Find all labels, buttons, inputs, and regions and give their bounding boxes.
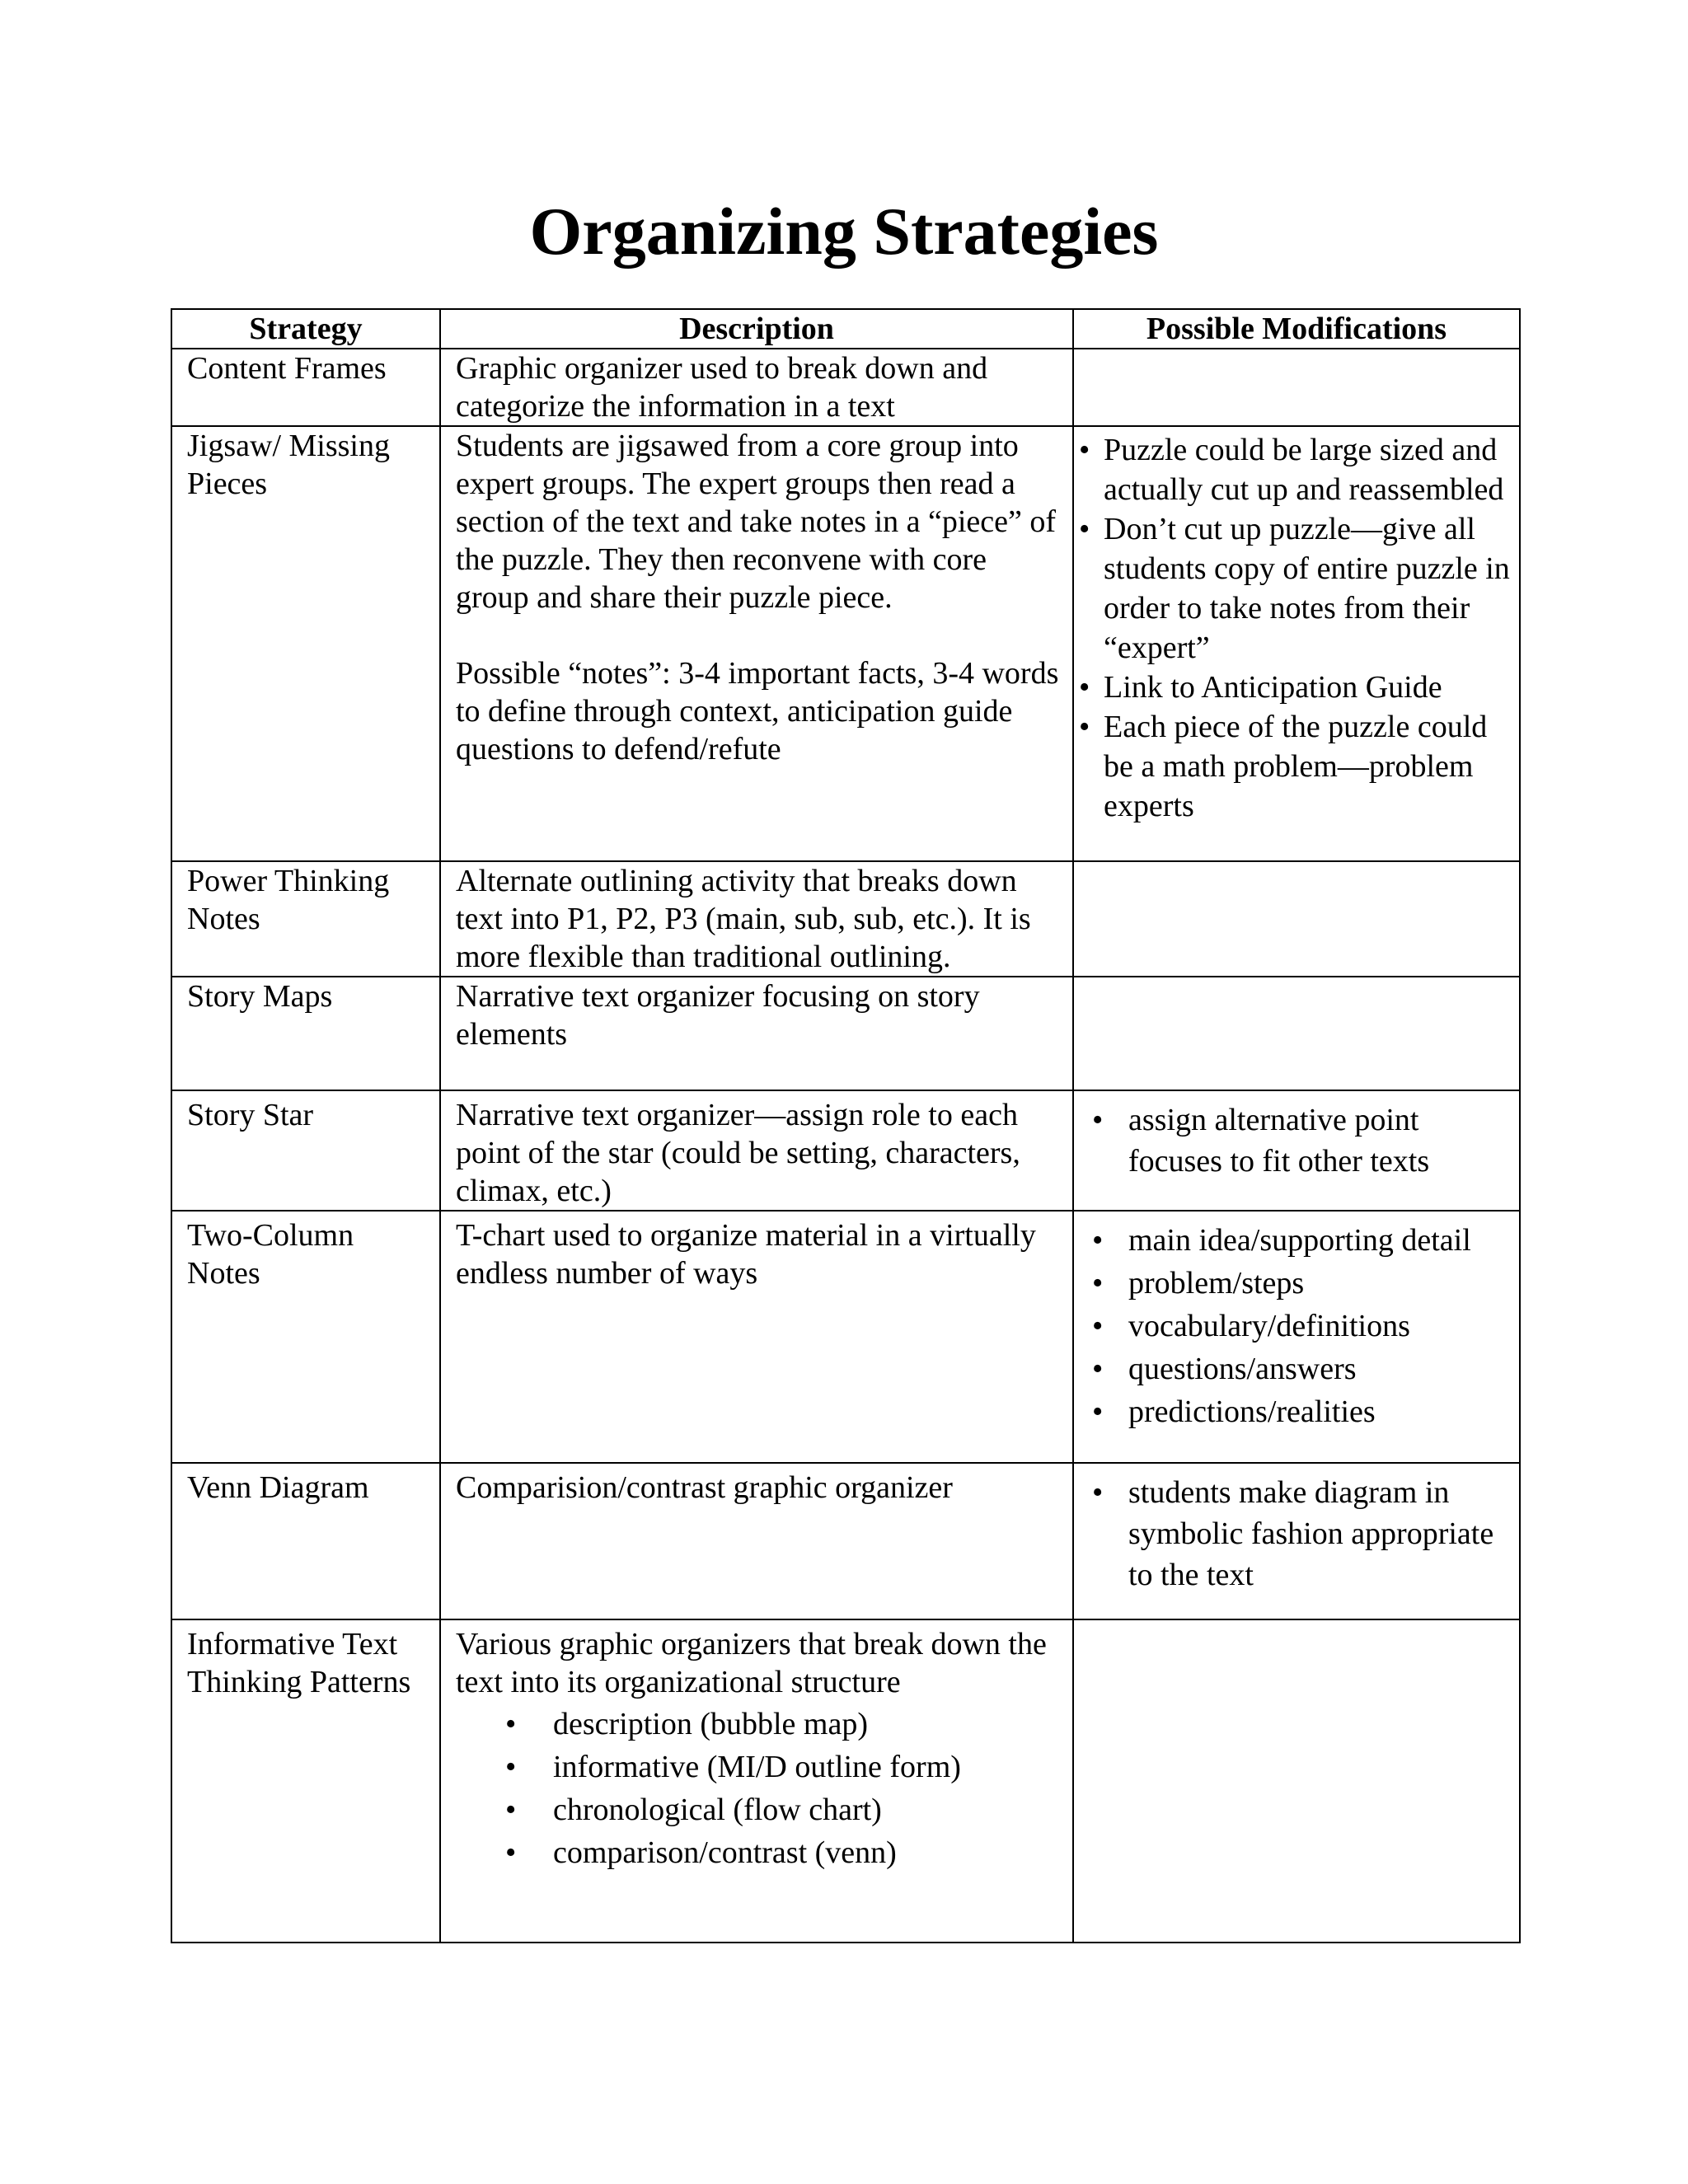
description-paragraph: Students are jigsawed from a core group into expert groups. The expert groups then read a section of the text and take notes in a “piece” of the puzzle. They then reconvene with core group and share their puzzle piece. bbox=[456, 429, 1057, 615]
table-row bbox=[171, 349, 1520, 426]
list-item: • Link to Anticipation Guide bbox=[1077, 668, 1514, 707]
strategy-cell: Content Frames bbox=[171, 349, 440, 426]
modifications-cell bbox=[1073, 1619, 1520, 1943]
description-cell: T-chart used to organize material in a virtually endless number of ways bbox=[440, 1211, 1073, 1463]
modifications-cell bbox=[1073, 426, 1520, 861]
list-item: • Puzzle could be large sized and actually cut up and reassembled bbox=[1077, 430, 1514, 509]
bullet-icon: • bbox=[1092, 1266, 1104, 1301]
modifications-list bbox=[1077, 427, 1514, 826]
table-row bbox=[171, 1090, 1520, 1211]
list-item: • Don’t cut up puzzle—give all students copy of entire puzzle in order to take notes from their “expert” bbox=[1077, 509, 1514, 668]
patterns-list bbox=[456, 1701, 1061, 1874]
modifications-cell bbox=[1073, 1211, 1520, 1463]
table-row bbox=[171, 1619, 1520, 1943]
bullet-icon: • bbox=[1092, 1103, 1104, 1137]
list-item: • Each piece of the puzzle could be a math problem—problem experts bbox=[1077, 707, 1514, 826]
bullet-icon: • bbox=[1092, 1223, 1104, 1258]
strategy-cell: Venn Diagram bbox=[171, 1463, 440, 1619]
modifications-list bbox=[1077, 1096, 1507, 1182]
list-item: • chronological (flow chart) bbox=[456, 1788, 1061, 1831]
description-cell bbox=[440, 426, 1073, 861]
table-row bbox=[171, 861, 1520, 977]
bullet-icon: • bbox=[505, 1793, 517, 1827]
bullet-icon: • bbox=[1092, 1352, 1104, 1386]
strategy-cell: Jigsaw/ Missing Pieces bbox=[171, 426, 440, 861]
table-row bbox=[171, 1463, 1520, 1619]
description-cell: Alternate outlining activity that breaks down text into P1, P2, P3 (main, sub, sub, etc.). It is more flexible than traditional outlining. bbox=[440, 861, 1073, 977]
bullet-icon: • bbox=[505, 1707, 517, 1741]
description-cell: Graphic organizer used to break down and categorize the information in a text bbox=[440, 349, 1073, 426]
strategy-cell: Informative Text Thinking Patterns bbox=[171, 1619, 440, 1943]
description-cell bbox=[440, 1619, 1073, 1943]
strategies-table bbox=[171, 308, 1521, 1943]
list-item: • assign alternative point focuses to fit other texts bbox=[1077, 1099, 1507, 1182]
description-cell: Narrative text organizer focusing on story elements bbox=[440, 977, 1073, 1090]
list-item: • problem/steps bbox=[1077, 1263, 1507, 1304]
list-item: • vocabulary/definitions bbox=[1077, 1305, 1507, 1347]
list-item: • description (bubble map) bbox=[456, 1703, 1061, 1746]
bullet-icon: • bbox=[1079, 670, 1090, 705]
bullet-icon: • bbox=[1079, 710, 1090, 744]
list-item: • informative (MI/D outline form) bbox=[456, 1746, 1061, 1788]
modifications-cell bbox=[1073, 861, 1520, 977]
header-modifications: Possible Modifications bbox=[1073, 309, 1520, 349]
bullet-icon: • bbox=[1092, 1394, 1104, 1429]
bullet-icon: • bbox=[505, 1835, 517, 1870]
page-title: Organizing Strategies bbox=[529, 194, 1159, 269]
bullet-icon: • bbox=[1079, 512, 1090, 546]
list-item: • students make diagram in symbolic fashion appropriate to the text bbox=[1077, 1472, 1507, 1596]
list-item: • questions/answers bbox=[1077, 1348, 1507, 1390]
modifications-list bbox=[1077, 1469, 1507, 1596]
list-item: • predictions/realities bbox=[1077, 1391, 1507, 1432]
table-row bbox=[171, 426, 1520, 861]
header-strategy: Strategy bbox=[171, 309, 440, 349]
strategy-cell: Story Star bbox=[171, 1090, 440, 1211]
table-row bbox=[171, 977, 1520, 1090]
bullet-icon: • bbox=[1079, 433, 1090, 467]
table-header-row bbox=[171, 309, 1520, 349]
description-cell: Narrative text organizer—assign role to each point of the star (could be setting, characters, climax, etc.) bbox=[440, 1090, 1073, 1211]
bullet-icon: • bbox=[505, 1750, 517, 1784]
strategy-cell: Power Thinking Notes bbox=[171, 861, 440, 977]
bullet-icon: • bbox=[1092, 1309, 1104, 1343]
list-item: • main idea/supporting detail bbox=[1077, 1220, 1507, 1261]
modifications-list bbox=[1077, 1216, 1507, 1432]
modifications-cell bbox=[1073, 349, 1520, 426]
description-paragraph: Possible “notes”: 3-4 important facts, 3-4 words to define through context, anticipation guide questions to defend/refute bbox=[456, 656, 1059, 766]
bullet-icon: • bbox=[1092, 1475, 1104, 1510]
strategy-cell: Two-Column Notes bbox=[171, 1211, 440, 1463]
strategy-cell: Story Maps bbox=[171, 977, 440, 1090]
table-row bbox=[171, 1211, 1520, 1463]
description-cell: Comparision/contrast graphic organizer bbox=[440, 1463, 1073, 1619]
header-description: Description bbox=[440, 309, 1073, 349]
list-item: • comparison/contrast (venn) bbox=[456, 1831, 1061, 1874]
description-paragraph: Various graphic organizers that break down the text into its organizational structure bbox=[456, 1627, 1047, 1699]
modifications-cell bbox=[1073, 977, 1520, 1090]
modifications-cell bbox=[1073, 1463, 1520, 1619]
modifications-cell bbox=[1073, 1090, 1520, 1211]
